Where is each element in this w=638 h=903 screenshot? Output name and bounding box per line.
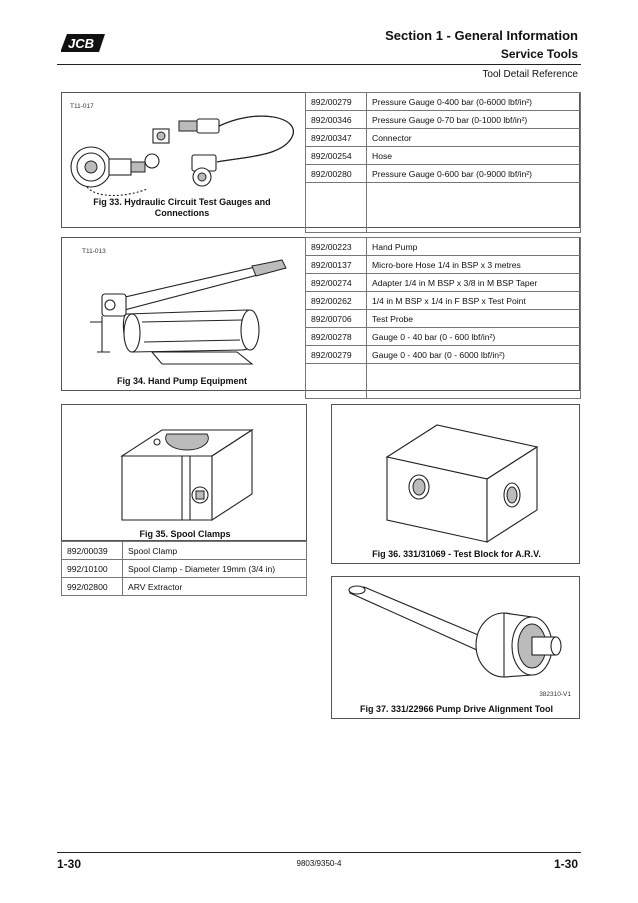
part-number: 892/00279 — [306, 346, 367, 364]
part-description: Pressure Gauge 0-600 bar (0-9000 lbf/in²) — [367, 165, 581, 183]
part-number: 892/00262 — [306, 292, 367, 310]
fig37-panel — [331, 576, 580, 719]
fig33-parts-table — [305, 92, 581, 233]
fig33-code: T11-017 — [70, 103, 94, 110]
footer-rule — [57, 852, 581, 853]
part-number: 892/00279 — [306, 93, 367, 111]
part-number: 892/00347 — [306, 129, 367, 147]
page-number-right: 1-30 — [553, 857, 578, 871]
table-row — [306, 292, 581, 310]
fig37-caption: Fig 37. 331/22966 Pump Drive Alignment Tool — [359, 704, 554, 714]
part-description: 1/4 in M BSP x 1/4 in F BSP x Test Point — [367, 292, 581, 310]
part-description: Gauge 0 - 40 bar (0 - 600 lbf/in²) — [367, 328, 581, 346]
fig37-code: 382310-V1 — [539, 691, 571, 698]
table-row — [306, 147, 581, 165]
part-number: 892/00706 — [306, 310, 367, 328]
section-title: Section 1 - General Information — [385, 28, 578, 43]
fig34-parts-table — [305, 237, 581, 399]
part-number: 892/00278 — [306, 328, 367, 346]
subsection-title: Service Tools — [500, 47, 578, 61]
fig34-code: T11-013 — [82, 248, 106, 255]
part-description: Pressure Gauge 0-400 bar (0-6000 lbf/in²) — [367, 93, 581, 111]
table-row — [306, 310, 581, 328]
table-row — [306, 93, 581, 111]
table-row — [306, 183, 581, 233]
part-number: 892/00346 — [306, 111, 367, 129]
part-number: 992/10100 — [62, 560, 123, 578]
table-row — [62, 560, 307, 578]
table-row — [306, 238, 581, 256]
fig33-caption-line1: Fig 33. Hydraulic Circuit Test Gauges and — [93, 197, 271, 207]
part-description: Pressure Gauge 0-70 bar (0-1000 lbf/in²) — [367, 111, 581, 129]
part-description: Micro-bore Hose 1/4 in BSP x 3 metres — [367, 256, 581, 274]
page-number-left: 1-30 — [57, 857, 82, 871]
part-number: 892/00274 — [306, 274, 367, 292]
gauges-illustration — [67, 107, 302, 199]
part-number: 892/00223 — [306, 238, 367, 256]
logo-text: JCB — [67, 36, 95, 51]
document-number: 9803/9350-4 — [296, 859, 342, 868]
part-description: Test Probe — [367, 310, 581, 328]
part-number: 892/00280 — [306, 165, 367, 183]
fig36-panel — [331, 404, 580, 564]
part-number: 892/00254 — [306, 147, 367, 165]
test-block-illustration — [377, 417, 547, 547]
fig36-caption: Fig 36. 331/31069 - Test Block for A.R.V. — [372, 549, 541, 559]
part-description: Hose — [367, 147, 581, 165]
part-description: ARV Extractor — [123, 578, 307, 596]
table-row — [306, 328, 581, 346]
table-row — [306, 111, 581, 129]
fig35-parts-table — [61, 541, 307, 596]
table-row — [62, 578, 307, 596]
fig35-panel — [61, 404, 307, 541]
fig35-caption: Fig 35. Spool Clamps — [139, 529, 231, 539]
fig33-caption-line2: Connections — [154, 208, 210, 218]
part-number: 892/00039 — [62, 542, 123, 560]
part-description: Adapter 1/4 in M BSP x 3/8 in M BSP Taper — [367, 274, 581, 292]
header-rule — [57, 64, 581, 65]
table-row — [306, 129, 581, 147]
table-row — [306, 346, 581, 364]
table-row — [306, 165, 581, 183]
part-description: Hand Pump — [367, 238, 581, 256]
alignment-tool-illustration — [342, 585, 572, 695]
table-row — [306, 274, 581, 292]
table-row — [62, 542, 307, 560]
hand-pump-illustration — [72, 252, 302, 372]
section-reference: Tool Detail Reference — [482, 69, 578, 80]
part-description: Gauge 0 - 400 bar (0 - 6000 lbf/in²) — [367, 346, 581, 364]
part-number: 892/00137 — [306, 256, 367, 274]
fig34-caption: Fig 34. Hand Pump Equipment — [116, 376, 247, 386]
table-row — [306, 256, 581, 274]
jcb-logo — [57, 30, 109, 56]
part-description: Spool Clamp — [123, 542, 307, 560]
part-description: Connector — [367, 129, 581, 147]
part-number: 992/02800 — [62, 578, 123, 596]
table-row — [306, 364, 581, 399]
part-description: Spool Clamp - Diameter 19mm (3/4 in) — [123, 560, 307, 578]
fig33-caption — [62, 197, 302, 219]
spool-clamp-illustration — [112, 420, 262, 525]
